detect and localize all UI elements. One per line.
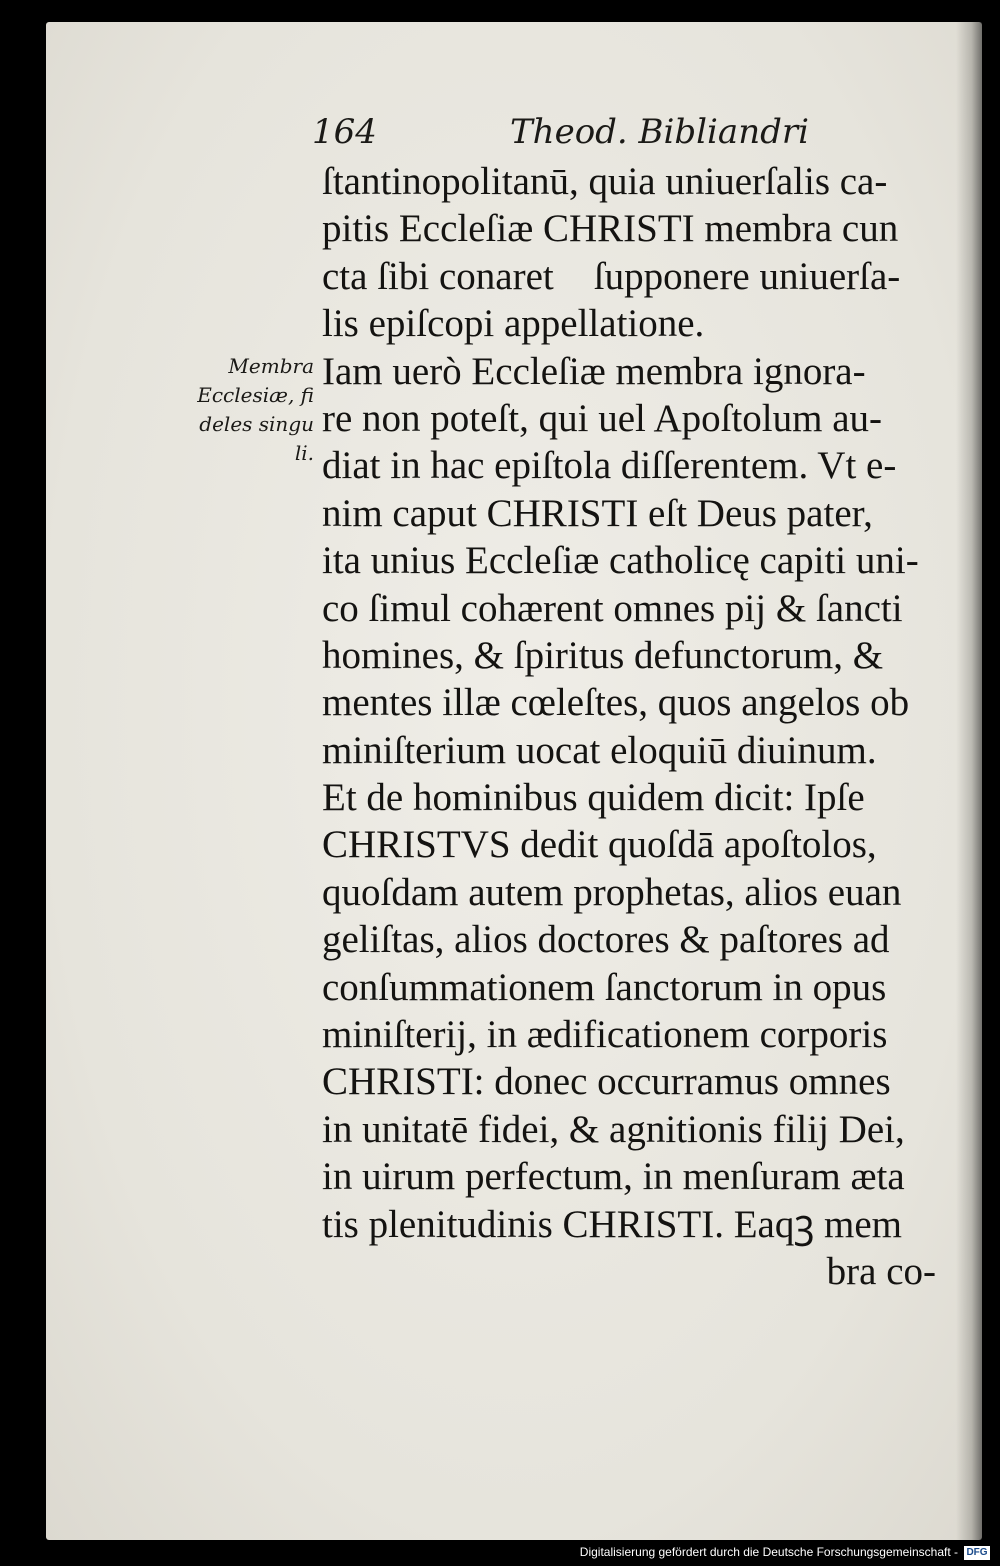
text-line: Iam uerò Eccleſiæ membra ignora- <box>322 349 866 393</box>
text-line: conſummationem ſanctorum in opus <box>322 965 887 1009</box>
text-line: quoſdam autem prophetas, alios euan <box>322 870 902 914</box>
text-line: lis epiſcopi appellatione. <box>322 302 705 346</box>
text-line: ita unius Eccleſiæ catholicę capiti uni- <box>322 539 919 583</box>
marginal-note-line: Membra <box>228 354 314 378</box>
text-line: diat in hac epiſtola diſſerentem. Vt e- <box>322 444 897 488</box>
dfg-logo-icon: DFG <box>964 1546 990 1560</box>
text-line: in uirum perfectum, in menſuram æta <box>322 1155 905 1199</box>
page-number: 164 <box>312 112 377 152</box>
text-line: geliſtas, alios doctores & paſtores ad <box>322 918 890 962</box>
text-line: cta ſibi conaretᷓ ſupponere uniuerſa- <box>322 254 901 298</box>
marginal-note <box>196 352 314 468</box>
running-head-title: Theod. Bibliandri <box>510 112 809 152</box>
spine-shadow <box>956 22 982 1540</box>
body-text <box>322 158 942 1295</box>
footer-bar <box>0 1540 1000 1566</box>
text-line: ſtantinopolitanū, quia uniuerſalis ca- <box>322 160 888 203</box>
funding-credit: Digitalisierung gefördert durch die Deutsche Forschungsgemeinschaft - <box>579 1545 958 1559</box>
text-line: CHRISTVS dedit quoſdā apoſtolos, <box>322 823 877 867</box>
marginal-note-line: Ecclesiæ, fi <box>197 383 314 407</box>
text-line: pitis Eccleſiæ CHRISTI membra cun <box>322 207 899 251</box>
text-line: miniſterium uocat eloquiū diuinum. <box>322 728 877 772</box>
text-line: in unitatē fidei, & agnitionis filij Dei, <box>322 1107 905 1151</box>
text-line: re non poteſt, qui uel Apoſtolum au- <box>322 396 882 440</box>
text-line: tis plenitudinis CHRISTI. Eaqꝫ mem <box>322 1202 902 1246</box>
catchword: bra co- <box>826 1249 936 1293</box>
running-head <box>312 112 832 156</box>
text-line: mentes illæ cœleſtes, quos angelos ob <box>322 681 910 725</box>
text-line: co ſimul cohærent omnes pij & ſancti <box>322 586 903 630</box>
marginal-note-line: deles singu <box>199 412 314 436</box>
marginal-note-line: li. <box>294 441 314 465</box>
text-line: homines, & ſpiritus defunctorum, & <box>322 633 884 677</box>
text-line: Et de hominibus quidem dicit: Ipſe <box>322 776 865 820</box>
text-line: miniſterij, in ædificationem corporis <box>322 1013 888 1057</box>
text-line: nim caput CHRISTI eſt Deus pater, <box>322 491 873 535</box>
text-line: CHRISTI: donec occurramus omnes <box>322 1060 891 1104</box>
